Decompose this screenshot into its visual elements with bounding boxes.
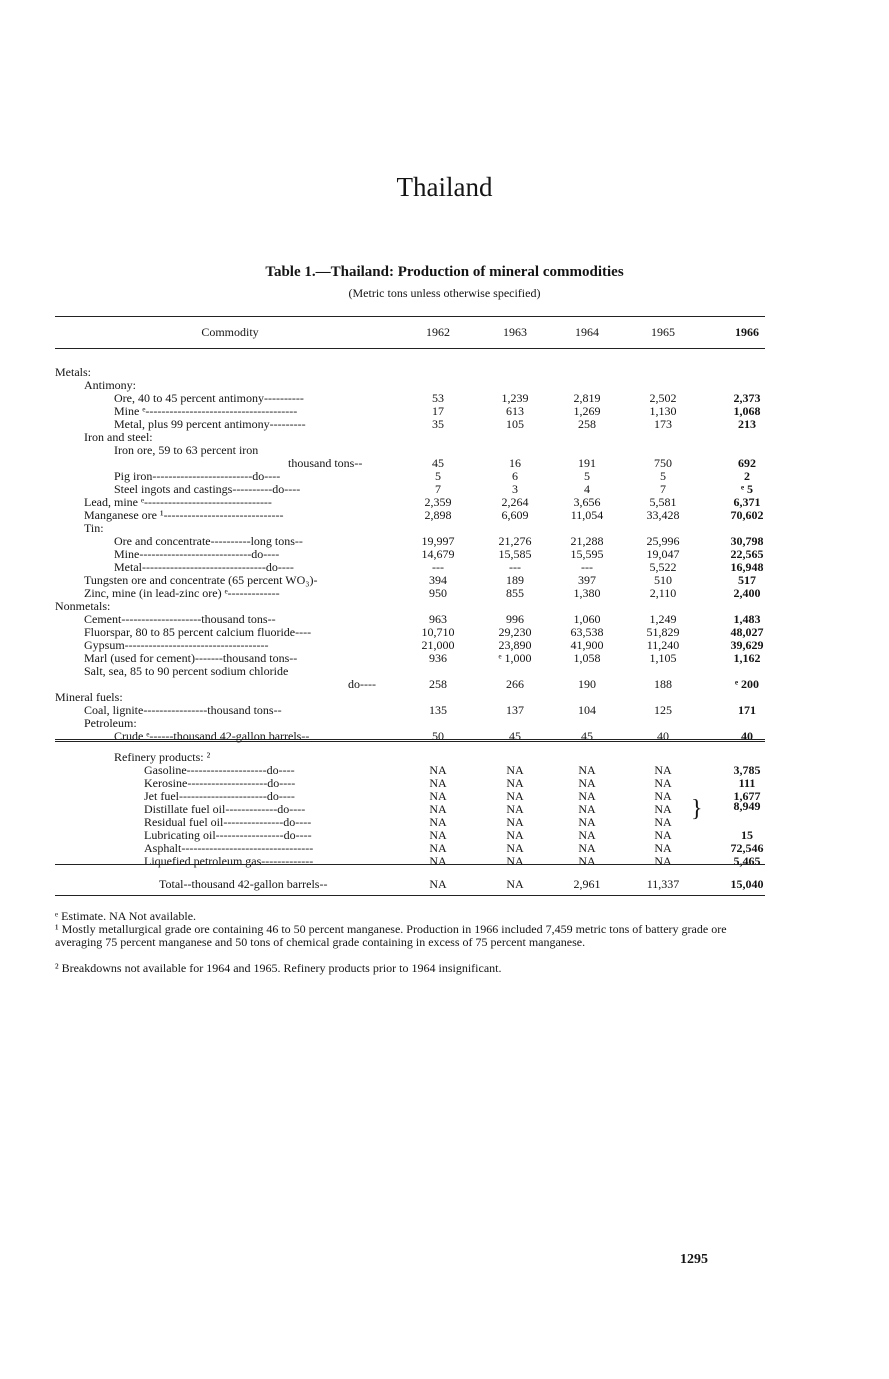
cell-1965: 188 bbox=[654, 677, 672, 691]
cell-1962: 258 bbox=[429, 677, 447, 691]
cell-1965: NA bbox=[654, 802, 672, 816]
cell-1965: 5 bbox=[660, 469, 666, 483]
cell-1966: 72,546 bbox=[730, 841, 764, 855]
cell-1964: 104 bbox=[578, 703, 596, 717]
cell-1966: 70,602 bbox=[730, 508, 764, 522]
cell-1962: NA bbox=[429, 763, 447, 777]
row-label: Lubricating oil-----------------do---- bbox=[144, 829, 312, 842]
row-label: Lead, mine ᵉ-------------------------------- bbox=[84, 496, 272, 509]
row-label: Tin: bbox=[84, 522, 104, 535]
cell-1963: 855 bbox=[506, 586, 524, 600]
cell-1965: 11,337 bbox=[646, 877, 680, 891]
cell-1964: NA bbox=[578, 802, 596, 816]
column-header-1966: 1966 bbox=[735, 325, 759, 339]
row-label: Ore and concentrate----------long tons-- bbox=[114, 535, 303, 548]
row-label: Cement--------------------thousand tons-- bbox=[84, 613, 276, 626]
cell-1962: 19,997 bbox=[421, 534, 455, 548]
column-header-1964: 1964 bbox=[575, 325, 599, 339]
cell-1965: NA bbox=[654, 841, 672, 855]
cell-1964: 1,269 bbox=[573, 404, 601, 418]
table-bottom-rule bbox=[55, 895, 765, 896]
cell-1964: NA bbox=[578, 828, 596, 842]
row-label: Steel ingots and castings----------do---- bbox=[114, 483, 301, 496]
table-row bbox=[55, 418, 765, 431]
row-label: Manganese ore ¹------------------------------ bbox=[84, 509, 284, 522]
brace-icon: } bbox=[691, 796, 703, 822]
cell-1964: NA bbox=[578, 841, 596, 855]
cell-1964: 3,656 bbox=[573, 495, 601, 509]
column-header-1962: 1962 bbox=[426, 325, 450, 339]
column-header-1963: 1963 bbox=[503, 325, 527, 339]
cell-1964: 21,288 bbox=[570, 534, 604, 548]
row-label: Crude ᵉ------thousand 42-gallon barrels-- bbox=[114, 730, 310, 743]
cell-1964: 5 bbox=[584, 469, 590, 483]
row-label: Zinc, mine (in lead-zinc ore) ᵉ------------- bbox=[84, 587, 280, 600]
cell-1966: 1,483 bbox=[733, 612, 761, 626]
cell-1965: 5,581 bbox=[649, 495, 677, 509]
row-label: thousand tons-- bbox=[288, 457, 363, 470]
cell-1966: 40 bbox=[741, 729, 753, 743]
row-label: Coal, lignite----------------thousand tons-- bbox=[84, 704, 282, 717]
cell-1966: 16,948 bbox=[730, 560, 764, 574]
cell-1964: 397 bbox=[578, 573, 596, 587]
cell-1963: 45 bbox=[509, 729, 521, 743]
header-bottom-rule bbox=[55, 348, 765, 349]
row-label: Iron and steel: bbox=[84, 431, 153, 444]
cell-1965: NA bbox=[654, 789, 672, 803]
cell-1964: NA bbox=[578, 854, 596, 868]
row-label: Kerosine--------------------do---- bbox=[144, 777, 296, 790]
row-label: Jet fuel----------------------do---- bbox=[144, 790, 295, 803]
cell-1962: NA bbox=[429, 789, 447, 803]
cell-1965: 33,428 bbox=[646, 508, 680, 522]
cell-1963: NA bbox=[506, 763, 524, 777]
cell-1962: 7 bbox=[435, 482, 441, 496]
cell-1963: 3 bbox=[512, 482, 518, 496]
table-row bbox=[55, 470, 765, 483]
row-label: Gypsum------------------------------------ bbox=[84, 639, 269, 652]
cell-1962: 50 bbox=[432, 729, 444, 743]
row-label: Residual fuel oil---------------do---- bbox=[144, 816, 312, 829]
cell-1965: NA bbox=[654, 776, 672, 790]
cell-1964: 258 bbox=[578, 417, 596, 431]
cell-1962: 10,710 bbox=[421, 625, 455, 639]
cell-1963: 137 bbox=[506, 703, 524, 717]
cell-1962: 936 bbox=[429, 651, 447, 665]
cell-1963: 15,585 bbox=[498, 547, 532, 561]
row-label: do---- bbox=[348, 678, 376, 691]
row-label: Antimony: bbox=[84, 379, 137, 392]
cell-1965: 1,105 bbox=[649, 651, 677, 665]
footnote-2: ² Breakdowns not available for 1964 and 1965. Refinery products prior to 1964 insignificant. bbox=[55, 961, 502, 975]
cell-1965: 2,502 bbox=[649, 391, 677, 405]
cell-1963: 996 bbox=[506, 612, 524, 626]
cell-1964: 45 bbox=[581, 729, 593, 743]
cell-1963: NA bbox=[506, 802, 524, 816]
cell-1963: 1,239 bbox=[501, 391, 529, 405]
cell-1964: 191 bbox=[578, 456, 596, 470]
cell-1965: 25,996 bbox=[646, 534, 680, 548]
cell-1966: 2,373 bbox=[733, 391, 761, 405]
cell-1963: NA bbox=[506, 815, 524, 829]
cell-1962: NA bbox=[429, 776, 447, 790]
cell-1963: NA bbox=[506, 776, 524, 790]
row-label: Asphalt--------------------------------- bbox=[144, 842, 314, 855]
cell-1964: NA bbox=[578, 763, 596, 777]
cell-1966: 517 bbox=[738, 573, 756, 587]
cell-1964: 2,961 bbox=[573, 877, 601, 891]
footnote-estimate: ᵉ Estimate. NA Not available. bbox=[55, 909, 197, 923]
cell-1964: NA bbox=[578, 789, 596, 803]
cell-1964: 1,060 bbox=[573, 612, 601, 626]
row-label: Tungsten ore and concentrate (65 percent WO₃)- bbox=[84, 574, 318, 587]
cell-1963: 16 bbox=[509, 456, 521, 470]
total-top-rule bbox=[55, 864, 765, 865]
cell-1965: 173 bbox=[654, 417, 672, 431]
cell-1962: NA bbox=[429, 841, 447, 855]
cell-1966: 2 bbox=[744, 469, 750, 483]
table-row bbox=[55, 366, 765, 379]
cell-1963: 29,230 bbox=[498, 625, 532, 639]
row-label: Mine----------------------------do---- bbox=[114, 548, 280, 561]
cell-1963: 2,264 bbox=[501, 495, 529, 509]
cell-1964: 15,595 bbox=[570, 547, 604, 561]
row-label: Mineral fuels: bbox=[55, 691, 123, 704]
cell-1965: 7 bbox=[660, 482, 666, 496]
cell-1962: NA bbox=[429, 815, 447, 829]
cell-1964: 41,900 bbox=[570, 638, 604, 652]
cell-1963: NA bbox=[506, 828, 524, 842]
cell-1963: 266 bbox=[506, 677, 524, 691]
table-row bbox=[55, 457, 765, 470]
cell-1962: --- bbox=[432, 560, 444, 574]
cell-1962: NA bbox=[429, 877, 447, 891]
cell-1966: 111 bbox=[738, 776, 756, 790]
cell-1963: 23,890 bbox=[498, 638, 532, 652]
cell-1966: 692 bbox=[738, 456, 756, 470]
cell-1965: 2,110 bbox=[649, 586, 677, 600]
cell-1966: ᵉ 5 bbox=[740, 482, 754, 496]
row-label: Gasoline--------------------do---- bbox=[144, 764, 295, 777]
cell-1963: ᵉ 1,000 bbox=[498, 651, 532, 665]
cell-1966: 6,371 bbox=[733, 495, 761, 509]
table-row bbox=[55, 431, 765, 444]
cell-1963: 189 bbox=[506, 573, 524, 587]
cell-1965: 1,130 bbox=[649, 404, 677, 418]
cell-1964: 1,380 bbox=[573, 586, 601, 600]
cell-1962: 963 bbox=[429, 612, 447, 626]
cell-1964: 190 bbox=[578, 677, 596, 691]
cell-1962: 45 bbox=[432, 456, 444, 470]
cell-1964: 63,538 bbox=[570, 625, 604, 639]
cell-1963: NA bbox=[506, 877, 524, 891]
cell-1964: --- bbox=[581, 560, 593, 574]
table-row bbox=[55, 855, 765, 868]
cell-1965: 40 bbox=[657, 729, 669, 743]
cell-1964: NA bbox=[578, 776, 596, 790]
row-label: Pig iron-------------------------do---- bbox=[114, 470, 281, 483]
row-label: Distillate fuel oil-------------do---- bbox=[144, 803, 306, 816]
cell-1966: 2,400 bbox=[733, 586, 761, 600]
combined-value-row bbox=[55, 800, 765, 813]
cell-1963: NA bbox=[506, 789, 524, 803]
cell-1962: 5 bbox=[435, 469, 441, 483]
table-top-rule bbox=[55, 316, 765, 317]
cell-1966: 1,068 bbox=[733, 404, 761, 418]
table-row bbox=[55, 652, 765, 665]
cell-1966: 15,040 bbox=[730, 877, 764, 891]
cell-1963: --- bbox=[509, 560, 521, 574]
row-label: Marl (used for cement)-------thousand tons-- bbox=[84, 652, 298, 665]
cell-1962: 17 bbox=[432, 404, 444, 418]
cell-1966: 5,465 bbox=[733, 854, 761, 868]
cell-1963: NA bbox=[506, 854, 524, 868]
cell-1962: 35 bbox=[432, 417, 444, 431]
row-label: Petroleum: bbox=[84, 717, 137, 730]
table-subtitle: (Metric tons unless otherwise specified) bbox=[348, 286, 541, 300]
cell-1963: 21,276 bbox=[498, 534, 532, 548]
row-label: Nonmetals: bbox=[55, 600, 111, 613]
cell-1962: NA bbox=[429, 828, 447, 842]
row-label: Ore, 40 to 45 percent antimony---------- bbox=[114, 392, 304, 405]
cell-1965: 51,829 bbox=[646, 625, 680, 639]
cell-1963: 6 bbox=[512, 469, 518, 483]
cell-1965: 11,240 bbox=[646, 638, 680, 652]
cell-1962: 394 bbox=[429, 573, 447, 587]
cell-1962: 2,359 bbox=[424, 495, 452, 509]
row-label: Metal, plus 99 percent antimony--------- bbox=[114, 418, 306, 431]
cell-1965: NA bbox=[654, 763, 672, 777]
cell-1966: 213 bbox=[738, 417, 756, 431]
cell-1962: 2,898 bbox=[424, 508, 452, 522]
cell-1966: 1,162 bbox=[733, 651, 761, 665]
cell-1966: 39,629 bbox=[730, 638, 764, 652]
row-label: Mine ᵉ-------------------------------------- bbox=[114, 405, 298, 418]
cell-1965: 19,047 bbox=[646, 547, 680, 561]
cell-1964: NA bbox=[578, 815, 596, 829]
cell-1963: 613 bbox=[506, 404, 524, 418]
cell-1962: 135 bbox=[429, 703, 447, 717]
cell-1966: 171 bbox=[738, 703, 756, 717]
cell-1962: NA bbox=[429, 802, 447, 816]
cell-1966: 15 bbox=[741, 828, 753, 842]
cell-1966: 1,677 bbox=[733, 789, 761, 803]
cell-1963: 6,609 bbox=[501, 508, 529, 522]
footnote-1: ¹ Mostly metallurgical grade ore containing 46 to 50 percent manganese. Production in 1966 included 7,459 metric tons of battery grade ore averaging 75 percent manganese and 50 tons of chemical grade containing in excess of 75 percent manganese. bbox=[55, 922, 727, 949]
row-label: Fluorspar, 80 to 85 percent calcium fluoride---- bbox=[84, 626, 312, 639]
row-label: Liquefied petroleum gas------------- bbox=[144, 855, 314, 868]
cell-1966: 22,565 bbox=[730, 547, 764, 561]
cell-1964: 4 bbox=[584, 482, 590, 496]
table-row bbox=[55, 678, 765, 691]
cell-1964: 1,058 bbox=[573, 651, 601, 665]
row-label: Total--thousand 42-gallon barrels-- bbox=[159, 878, 328, 891]
cell-1966: ᵉ 200 bbox=[734, 677, 760, 691]
row-label: Refinery products: ² bbox=[114, 751, 211, 764]
column-header-commodity: Commodity bbox=[201, 325, 259, 339]
table-row bbox=[55, 704, 765, 717]
row-label: Metal-------------------------------do---- bbox=[114, 561, 294, 574]
cell-1965: 750 bbox=[654, 456, 672, 470]
table-row bbox=[55, 509, 765, 522]
cell-1964: 11,054 bbox=[570, 508, 604, 522]
page-number: 1295 bbox=[680, 1252, 708, 1267]
cell-1965: 1,249 bbox=[649, 612, 677, 626]
cell-1965: NA bbox=[654, 828, 672, 842]
table-row bbox=[55, 587, 765, 600]
cell-1964: 2,819 bbox=[573, 391, 601, 405]
table-row bbox=[55, 878, 765, 891]
cell-1965: 125 bbox=[654, 703, 672, 717]
cell-1963: 105 bbox=[506, 417, 524, 431]
row-label: Metals: bbox=[55, 366, 91, 379]
refinery-section-rule bbox=[55, 739, 765, 742]
cell-1962: NA bbox=[429, 854, 447, 868]
cell-1965: 510 bbox=[654, 573, 672, 587]
cell-1962: 53 bbox=[432, 391, 444, 405]
table-title: Table 1.—Thailand: Production of mineral commodities bbox=[265, 264, 624, 280]
cell-1966: 48,027 bbox=[730, 625, 764, 639]
distillate-residual-combined-1966: 8,949 bbox=[733, 799, 761, 813]
cell-1965: NA bbox=[654, 854, 672, 868]
page-title: Thailand bbox=[396, 172, 493, 202]
row-label: Salt, sea, 85 to 90 percent sodium chloride bbox=[84, 665, 289, 678]
cell-1965: NA bbox=[654, 815, 672, 829]
cell-1962: 21,000 bbox=[421, 638, 455, 652]
column-header-1965: 1965 bbox=[651, 325, 675, 339]
cell-1966: 30,798 bbox=[730, 534, 764, 548]
row-label: Iron ore, 59 to 63 percent iron bbox=[114, 444, 259, 457]
cell-1962: 950 bbox=[429, 586, 447, 600]
cell-1965: 5,522 bbox=[649, 560, 677, 574]
cell-1966: 3,785 bbox=[733, 763, 761, 777]
cell-1963: NA bbox=[506, 841, 524, 855]
cell-1962: 14,679 bbox=[421, 547, 455, 561]
